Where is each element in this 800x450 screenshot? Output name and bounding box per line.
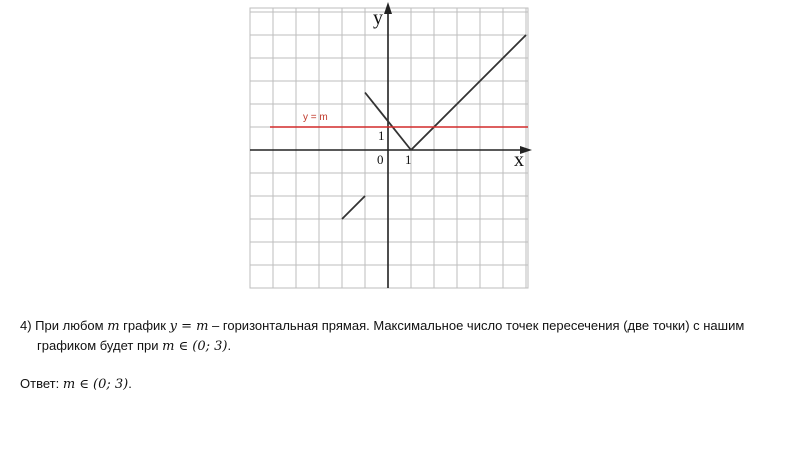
solution-prefix: 4) При любом xyxy=(20,318,108,333)
solution-text-part: график xyxy=(119,318,170,333)
y-axis-label: y xyxy=(373,7,383,29)
x-unit-label: 1 xyxy=(405,152,412,167)
axes xyxy=(250,2,532,288)
answer-value: m ∈ (0; 3) xyxy=(62,377,129,392)
equation-y-equals-m: y = m xyxy=(169,319,209,334)
answer-label: Ответ: xyxy=(20,376,63,391)
solution-end: . xyxy=(227,338,232,353)
function-segment xyxy=(342,196,365,219)
line-label: y = m xyxy=(303,112,328,123)
solution-text-part: – горизонтальная прямая. Максимальное число точек пересечения (две точки) с нашим xyxy=(208,318,745,333)
variable-m: m xyxy=(107,319,120,334)
answer-end: . xyxy=(128,376,132,391)
solution-line-1 xyxy=(20,316,795,336)
solution-text-part: графиком будет при xyxy=(37,338,163,353)
solution-line-2 xyxy=(20,336,795,356)
y-unit-label: 1 xyxy=(378,128,385,143)
x-axis-label: x xyxy=(514,149,524,171)
grid-lines xyxy=(250,8,528,288)
origin-label: 0 xyxy=(377,152,384,167)
solution-text xyxy=(20,316,795,356)
function-segment xyxy=(411,35,526,150)
grid-border xyxy=(250,8,528,288)
condition-expression: m ∈ (0; 3) xyxy=(162,339,228,354)
answer xyxy=(20,374,132,394)
